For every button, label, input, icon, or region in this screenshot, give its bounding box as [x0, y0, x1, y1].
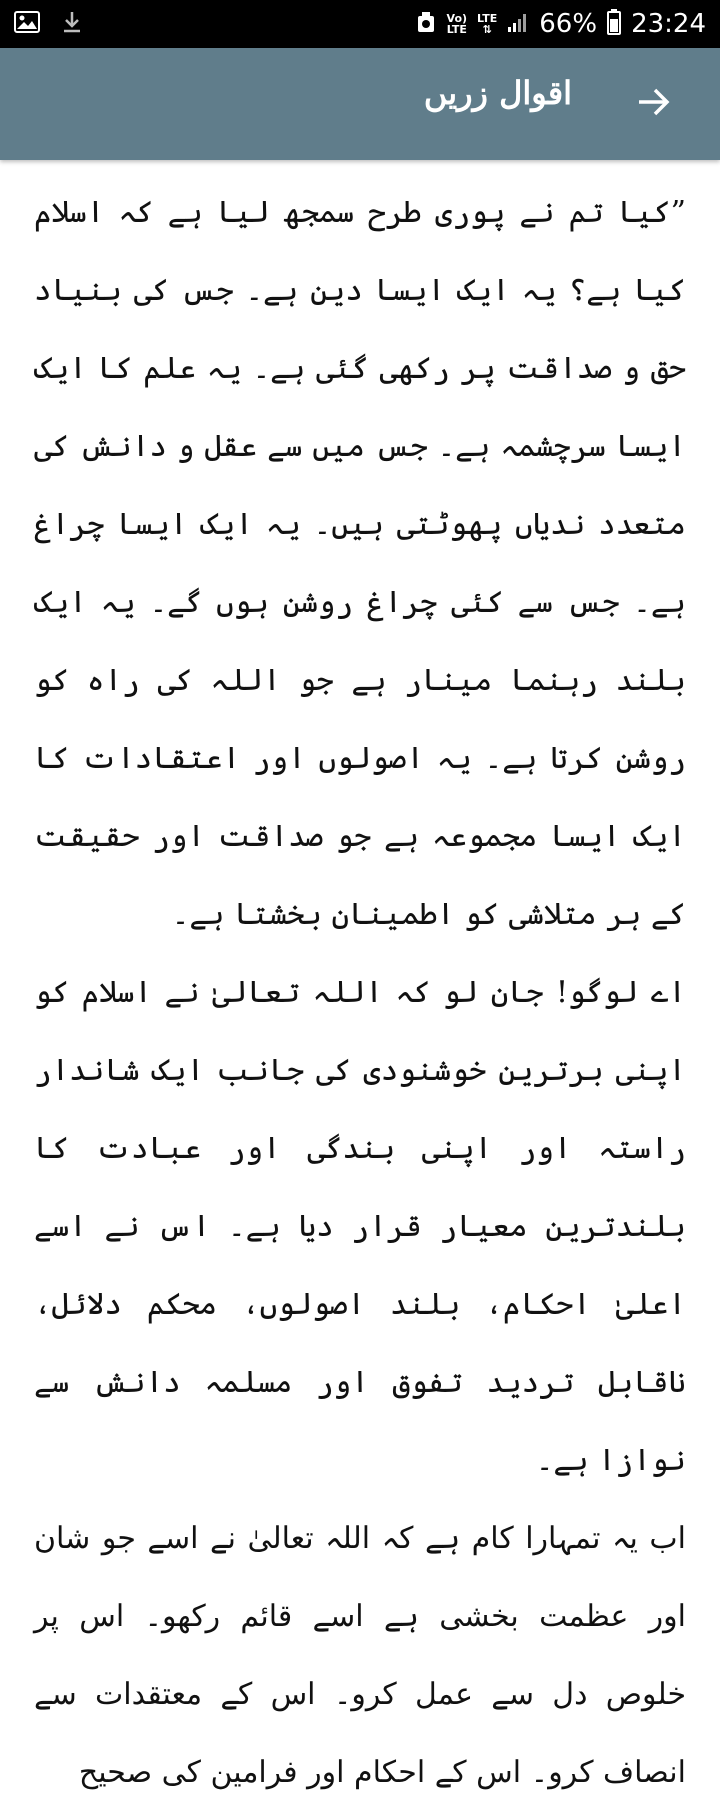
content-scroll[interactable] — [0, 160, 720, 1790]
download-icon — [62, 10, 82, 38]
quote-list — [0, 160, 720, 1812]
status-bar — [0, 0, 720, 48]
forward-button[interactable] — [624, 76, 684, 132]
gallery-icon — [14, 11, 40, 37]
alarm-icon — [415, 10, 437, 38]
battery-percent: 66% — [539, 9, 598, 39]
quote-paragraph-2: اے لوگو! جان لو کہ اللہ تعالیٰ نے اسلام کو اپنی برترین خوشنودی کی جانب ایک شاندار راستہ اور اپنی بندگی اور عبادت کا بلندترین معیار قرار دیا ہے۔ اس نے اسے اعلیٰ احکام، بلند اصولوں، محکم دلائل، ناقابل تردید تفوق اور مسلمہ دانش سے نوازا ہے۔ — [34, 975, 686, 1478]
arrow-right-icon — [636, 86, 672, 122]
quote-paragraph-1: ”کیا تم نے پوری طرح سمجھ لیا ہے کہ اسلام کیا ہے؟ یہ ایک ایسا دین ہے۔ جس کی بنیاد حق و صداقت پر رکھی گئی ہے۔ یہ علم کا ایک ایسا سرچشمہ ہے۔ جس میں سے عقل و دانش کی متعدد ندیاں پھوٹتی ہیں۔ یہ ایک ایسا چراغ ہے۔ جس سے کئی چراغ روشن ہوں گے۔ یہ ایک بلند رہنما مینار ہے جو اللہ کی راہ کو روشن کرتا ہے۔ یہ اصولوں اور اعتقادات کا ایک ایسا مجموعہ ہے جو صداقت اور حقیقت کے ہر متلاشی کو اطمینان بخشتا ہے۔ — [34, 195, 686, 932]
clock: 23:24 — [631, 9, 706, 39]
quote-paragraph-3: اب یہ تمہارا کام ہے کہ اللہ تعالیٰ نے اسے جو شان اور عظمت بخشی ہے اسے قائم رکھو۔ اس پر خلوص دل سے عمل کرو۔ اس کے معتقدات سے انصاف کرو۔ اس کے احکام اور فرامین کی صحیح — [34, 1521, 686, 1790]
lte-indicator: LTE ⇅ — [477, 12, 498, 36]
status-bar-left — [14, 0, 82, 48]
volte-indicator: Vo) LTE — [446, 12, 468, 36]
status-bar-right — [415, 0, 706, 48]
battery-icon — [607, 9, 621, 39]
app-bar — [0, 48, 720, 160]
signal-icon — [507, 11, 529, 37]
page-title: اقوال زریں — [423, 74, 572, 112]
